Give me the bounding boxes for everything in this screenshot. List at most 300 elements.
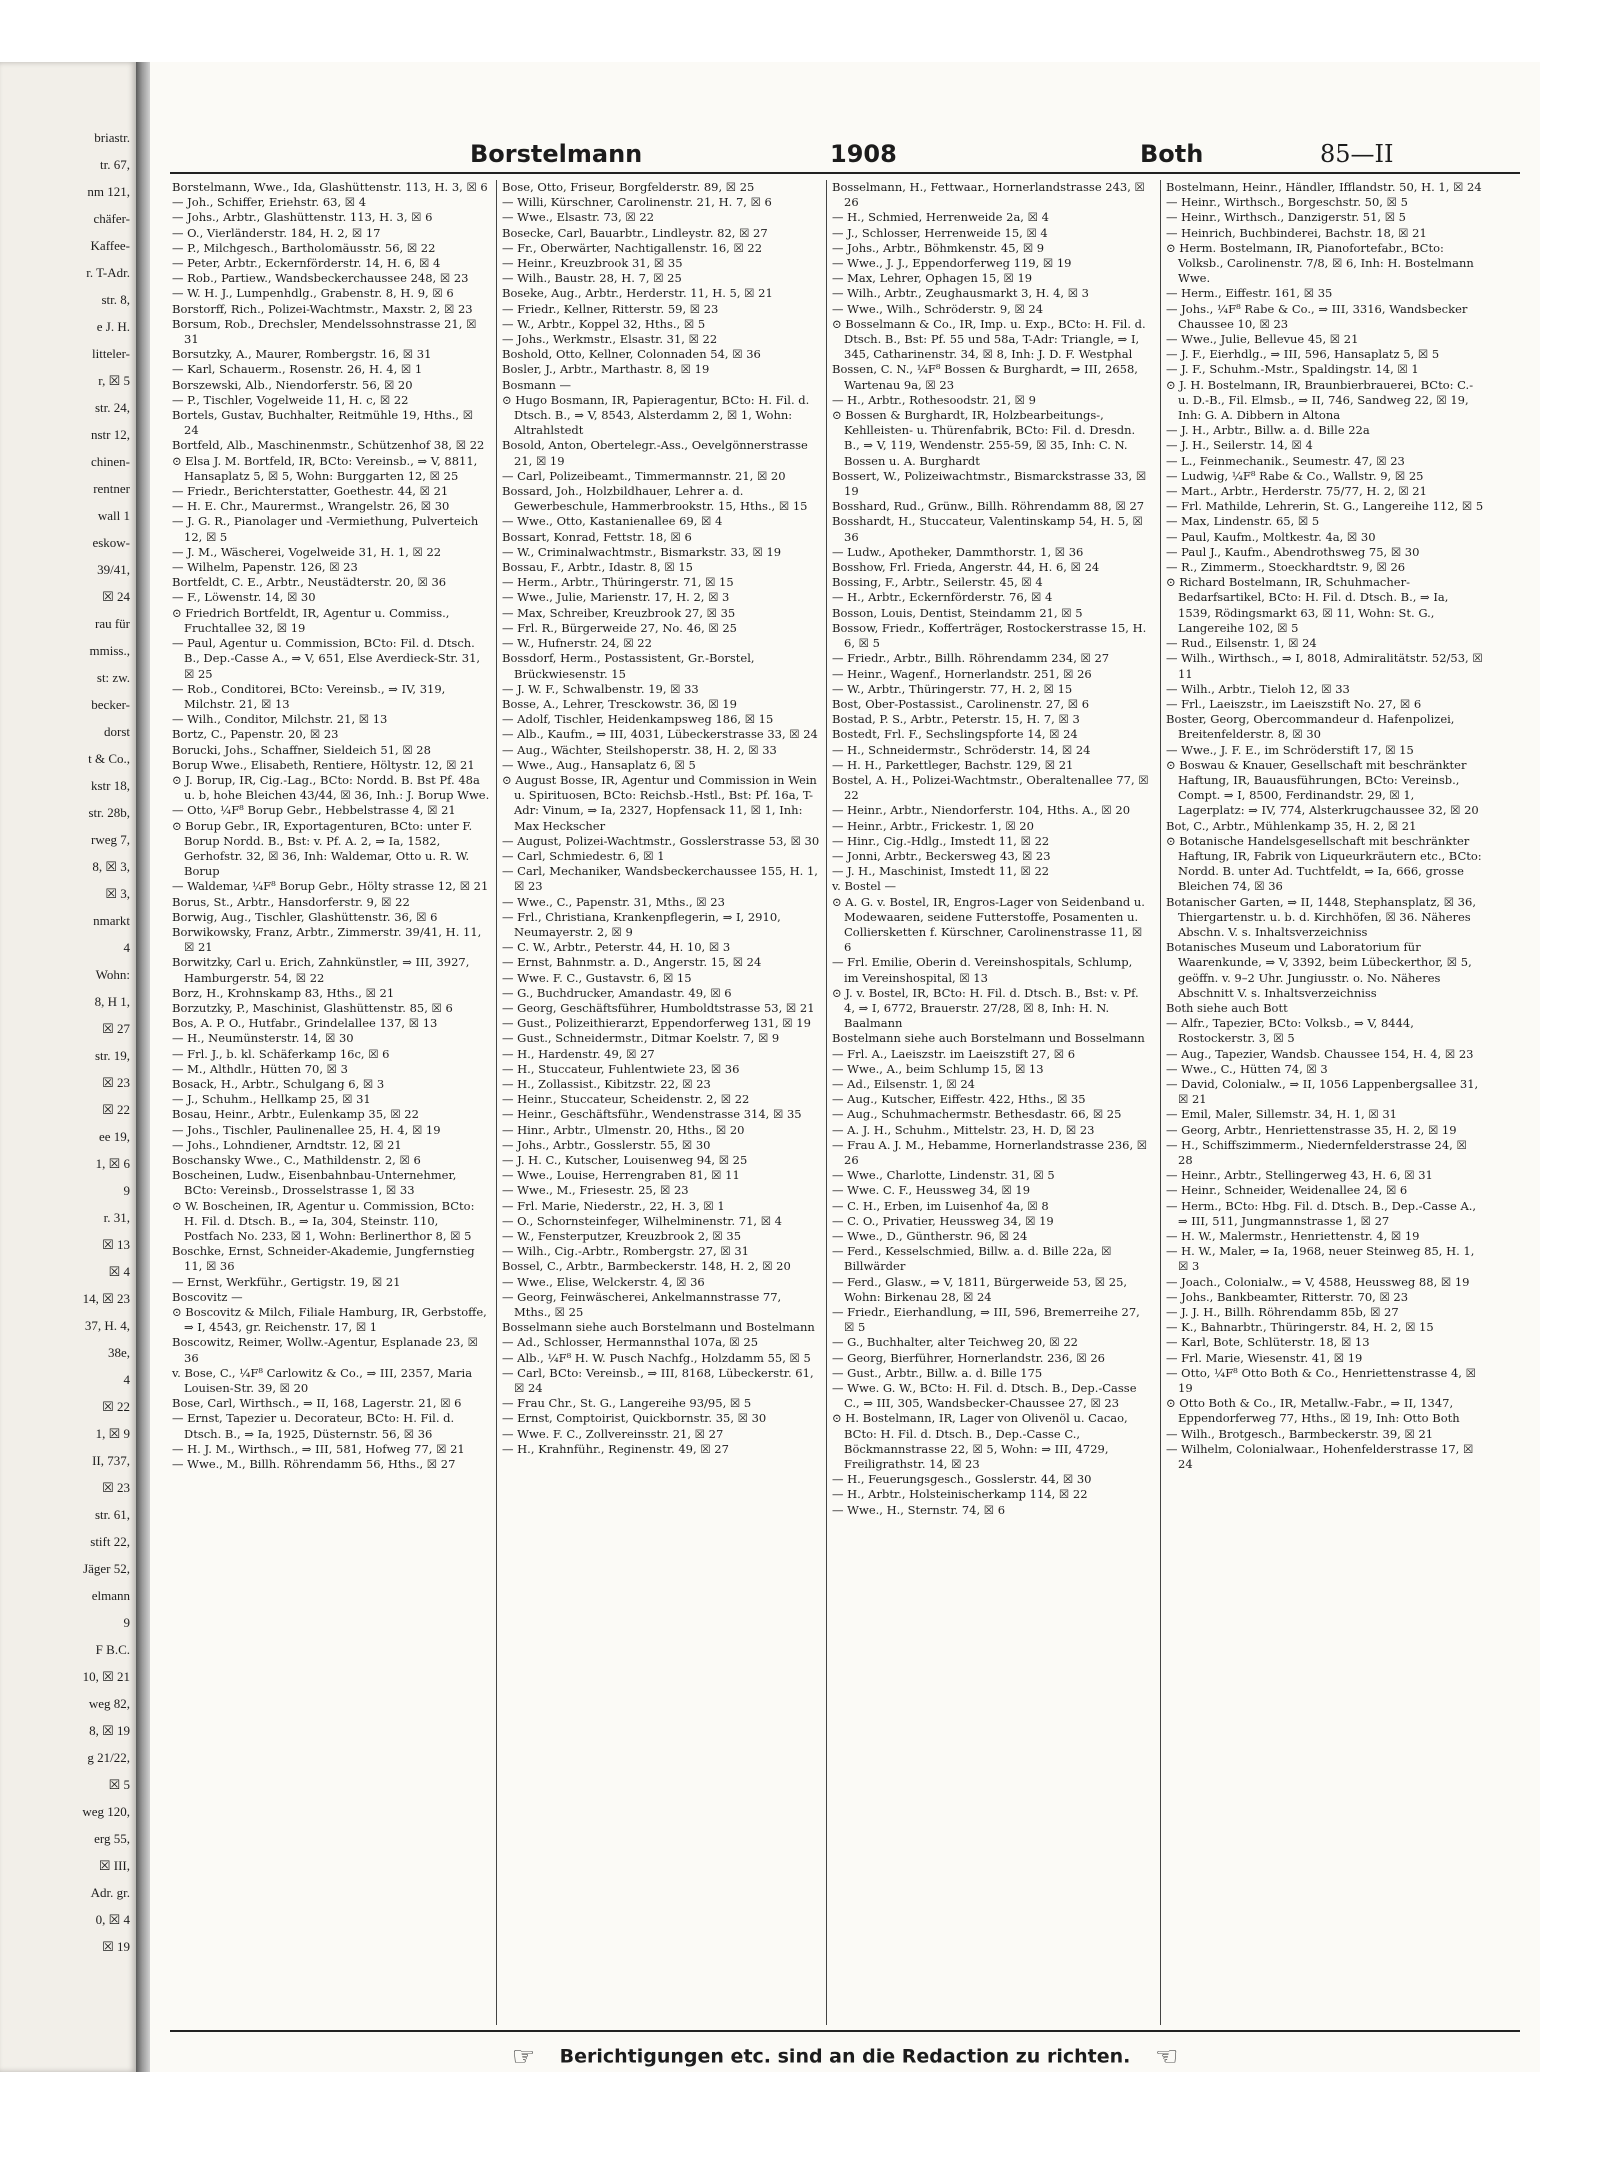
directory-entry: — Gust., Schneidermstr., Ditmar Koelstr. 7, ☒ 9 [502, 1031, 780, 1046]
previous-page-fragment: st: zw. [96, 670, 130, 685]
directory-entry: Boschansky Wwe., C., Mathildenstr. 2, ☒ 6 [172, 1153, 421, 1167]
header-first-entry: Borstelmann [470, 140, 643, 168]
directory-entry: — J. G. R., Pianolager und -Vermiethung, Pulverteich 12, ☒ 5 [172, 514, 479, 544]
directory-entry: Boseke, Aug., Arbtr., Herderstr. 11, H. 5, ☒ 21 [502, 286, 773, 301]
directory-entry: — Wwe., C., Hütten 74, ☒ 3 [1166, 1061, 1328, 1076]
previous-page-fragment: r, ☒ 5 [98, 373, 130, 388]
previous-page-fragment: str. 61, [94, 1507, 130, 1522]
directory-entry: — Paul, Kaufm., Moltkestr. 4a, ☒ 30 [1166, 529, 1376, 544]
directory-entry: Bossen, C. N., ¼F⁸ Bossen & Burghardt, ⇒ III, 2658, Wartenau 9a, ☒ 23 [832, 362, 1138, 392]
previous-page-fragment: 9 [123, 1615, 130, 1630]
previous-page-fragment: briastr. [94, 130, 130, 145]
directory-entry: — Paul, Agentur u. Commission, BCto: Fil. d. Dtsch. B., Dep.-Casse A., ⇒ V, 651, Else Averdieck-Str. 31, ☒ 25 [172, 636, 481, 681]
directory-entry: — Wilh., Brotgesch., Barmbeckerstr. 39, ☒ 21 [1166, 1426, 1434, 1441]
directory-entry: — Frl. A., Laeiszstr. im Laeiszstift 27, ☒ 6 [832, 1046, 1076, 1061]
directory-entry: Bos, A. P. O., Hutfabr., Grindelallee 137, ☒ 13 [172, 1016, 438, 1031]
directory-entry: — Heinr., Geschäftsführ., Wendenstrasse 314, ☒ 35 [502, 1107, 802, 1122]
directory-entry: Bossing, F., Arbtr., Seilerstr. 45, ☒ 4 [832, 575, 1043, 590]
directory-entry: — Wwe., Louise, Herrengraben 81, ☒ 11 [502, 1168, 740, 1183]
directory-entry: Boschke, Ernst, Schneider-Akademie, Jungfernstieg 11, ☒ 36 [172, 1244, 475, 1274]
previous-page-fragment: t & Co., [88, 751, 130, 766]
directory-entry: — Emil, Maler, Sillemstr. 34, H. 1, ☒ 31 [1166, 1107, 1397, 1122]
directory-entry: — Carl, Schmiedestr. 6, ☒ 1 [502, 848, 665, 863]
directory-entry: — Frau Chr., St. G., Langereihe 93/95, ☒ 5 [502, 1396, 752, 1411]
directory-entry: — H. E. Chr., Maurermst., Wrangelstr. 26, ☒ 30 [172, 499, 450, 514]
directory-entry: ⊙ Bossen & Burghardt, IR, Holzbearbeitungs-, Kehlleisten- u. Thürenfabrik, BCto: Fil. d. Dresdn. B., ⇒ V, 119, Wendenstr. 255-59, ☒ 35, Inh: C. N. Bossen u. A. Burghardt [832, 408, 1136, 468]
directory-entry: — J., Schuhm., Hellkamp 25, ☒ 31 [172, 1092, 371, 1107]
previous-page-fragment: weg 82, [88, 1696, 130, 1711]
directory-entry: — J. M., Wäscherei, Vogelweide 31, H. 1, ☒ 22 [172, 544, 442, 559]
previous-page-fragment: ☒ 22 [102, 1102, 130, 1117]
directory-entry: Borup Wwe., Elisabeth, Rentiere, Höltystr. 12, ☒ 21 [172, 757, 475, 772]
directory-entry: — H. W., Malermstr., Henriettenstr. 4, ☒ 19 [1166, 1229, 1420, 1244]
page-number: 85—II [1320, 140, 1394, 168]
directory-entry: — Jonni, Arbtr., Beckersweg 43, ☒ 23 [832, 848, 1051, 863]
directory-entry: — Rob., Conditorei, BCto: Vereinsb., ⇒ IV, 319, Milchstr. 21, ☒ 13 [172, 681, 446, 711]
previous-page-fragment: 10, ☒ 21 [82, 1669, 130, 1684]
directory-entry: — Georg, Geschäftsführer, Humboldtstrasse 53, ☒ 21 [502, 1000, 815, 1015]
directory-entry: — Heinr., Wirthsch., Borgeschstr. 50, ☒ 5 [1166, 195, 1408, 210]
directory-entry: — Heinrich, Buchbinderei, Bachstr. 18, ☒ 21 [1166, 225, 1427, 240]
directory-entry: v. Bose, C., ¼F⁸ Carlowitz & Co., ⇒ III, 2357, Maria Louisen-Str. 39, ☒ 20 [172, 1365, 473, 1396]
directory-entry: — H., Neumünsterstr. 14, ☒ 30 [172, 1031, 354, 1046]
directory-entry: — Frl., Christiana, Krankenpflegerin, ⇒ I, 2910, Neumayerstr. 2, ☒ 9 [502, 909, 781, 939]
directory-entry: — Wwe., M., Friesestr. 25, ☒ 23 [502, 1183, 689, 1198]
directory-entry: — Wilh., Conditor, Milchstr. 21, ☒ 13 [172, 712, 388, 727]
previous-page-fragment: chäfer- [93, 211, 130, 226]
directory-entry: Boscovitz — [172, 1289, 243, 1304]
previous-page-fragment: F B.C. [95, 1642, 130, 1657]
directory-entry: Bosse, A., Lehrer, Tresckowstr. 36, ☒ 19 [502, 696, 737, 711]
previous-page-fragment: g 21/22, [87, 1750, 130, 1765]
directory-entry: ⊙ Borup Gebr., IR, Exportagenturen, BCto: unter F. Borup Nordd. B., Bst: v. Pf. A. 2, ⇒ Ia, 1582, Gerhofstr. 32, ☒ 36, Inh: Waldemar, Otto u. R. W. Borup [172, 818, 473, 879]
directory-entry: Bosack, H., Arbtr., Schulgang 6, ☒ 3 [172, 1076, 385, 1091]
directory-entry: — Wwe. F. C., Zollvereinsstr. 21, ☒ 27 [502, 1426, 724, 1441]
directory-entry: — H., Zollassist., Kibitzstr. 22, ☒ 23 [502, 1076, 711, 1091]
directory-entry: — O., Schornsteinfeger, Wilhelminenstr. 71, ☒ 4 [502, 1213, 782, 1228]
directory-entry: Bosler, J., Arbtr., Marthastr. 8, ☒ 19 [502, 362, 710, 377]
previous-page-fragment: ☒ 3, [105, 886, 130, 901]
directory-entry: — Heinr., Arbtr., Niendorferstr. 104, Hths. A., ☒ 20 [832, 803, 1131, 818]
directory-entry: — H. H., Parkettleger, Bachstr. 129, ☒ 21 [832, 757, 1074, 772]
directory-entry: — J. W. F., Schwalbenstr. 19, ☒ 33 [502, 681, 699, 696]
previous-page-fragment: ☒ 23 [102, 1075, 130, 1090]
directory-entry: — J. F., Schuhm.-Mstr., Spaldingstr. 14, ☒ 1 [1166, 362, 1419, 377]
directory-entry: — J., Schlosser, Herrenweide 15, ☒ 4 [832, 225, 1048, 240]
directory-entry: — Wwe., Charlotte, Lindenstr. 31, ☒ 5 [832, 1168, 1055, 1183]
directory-entry: — Ferd., Glasw., ⇒ V, 1811, Bürgerweide 53, ☒ 25, Wohn: Birkenau 28, ☒ 24 [832, 1274, 1128, 1304]
previous-page-fragment: 14, ☒ 23 [82, 1291, 130, 1306]
directory-entry: — Wwe. F. C., Gustavstr. 6, ☒ 15 [502, 970, 692, 985]
directory-entry: — Herm., BCto: Hbg. Fil. d. Dtsch. B., Dep.-Casse A., ⇒ III, 511, Jungmannstrasse 1, ☒ 27 [1166, 1198, 1477, 1228]
directory-entry: — Waldemar, ¼F⁸ Borup Gebr., Hölty strasse 12, ☒ 21 [172, 879, 489, 894]
directory-entry: — Carl, Mechaniker, Wandsbeckerchaussee 155, H. 1, ☒ 23 [502, 864, 818, 894]
directory-entry: — Carl, Polizeibeamt., Timmermannstr. 21, ☒ 20 [502, 468, 786, 483]
directory-entry: Bossert, W., Polizeiwachtmstr., Bismarckstrasse 33, ☒ 19 [832, 468, 1147, 499]
directory-entry: — Frl. Emilie, Oberin d. Vereinshospitals, Schlump, im Vereinshospital, ☒ 13 [832, 955, 1133, 985]
directory-entry: Bosshard, Rud., Grünw., Billh. Röhrendamm 88, ☒ 27 [832, 499, 1145, 514]
directory-entry: — Frl. Marie, Niederstr., 22, H. 3, ☒ 1 [502, 1198, 725, 1213]
directory-entry: ⊙ W. Boscheinen, IR, Agentur u. Commission, BCto: H. Fil. d. Dtsch. B., ⇒ Ia, 304, Steinstr. 110, Postfach No. 233, ☒ 1, Wohn: Berlinerthor 8, ☒ 5 [172, 1198, 475, 1244]
directory-entry: — Ludwig, ¼F⁸ Rabe & Co., Wallstr. 9, ☒ 25 [1166, 468, 1424, 483]
directory-entry: ⊙ Herm. Bostelmann, IR, Pianofortefabr., BCto: Volksb., Carolinenstr. 7/8, ☒ 6, Inh: H. Bostelmann Wwe. [1166, 240, 1474, 286]
directory-entry: — Ferd., Kesselschmied, Billw. a. d. Bille 22a, ☒ Billwärder [832, 1244, 1112, 1274]
directory-entry: Bostelmann, Heinr., Händler, Ifflandstr. 50, H. 1, ☒ 24 [1166, 180, 1482, 194]
directory-entry: — Frl., Laeiszstr., im Laeiszstift No. 27, ☒ 6 [1166, 696, 1422, 711]
directory-entry: — Alb., Kaufm., ⇒ III, 4031, Lübeckerstrasse 33, ☒ 24 [502, 727, 818, 742]
directory-entry: — H., Hardenstr. 49, ☒ 27 [502, 1046, 655, 1061]
directory-entry: ⊙ Otto Both & Co., IR, Metallw.-Fabr., ⇒ II, 1347, Eppendorferweg 77, Hths., ☒ 19, Inh: Otto Both [1166, 1396, 1460, 1426]
directory-entry: ⊙ Boswau & Knauer, Gesellschaft mit beschränkter Haftung, IR, Bauausführungen, BCto: Vereinsb., Compt. ⇒ I, 8500, Ferdinandstr. 29, ☒ 1, Lagerplatz: ⇒ IV, 774, Alsterkrugchaussee 32, ☒ 20 [1166, 757, 1479, 818]
directory-entry: — H., Feuerungsgesch., Gosslerstr. 44, ☒ 30 [832, 1472, 1092, 1487]
directory-entry: — Wwe., Elise, Welckerstr. 4, ☒ 36 [502, 1274, 705, 1289]
directory-entry: — Wilhelm, Colonialwaar., Hohenfelderstrasse 17, ☒ 24 [1166, 1441, 1474, 1472]
directory-entry: Bost, Ober-Postassist., Carolinenstr. 27, ☒ 6 [832, 696, 1090, 711]
directory-entry: — Heinr., Wirthsch., Danzigerstr. 51, ☒ 5 [1166, 210, 1406, 225]
directory-entry: — Wwe., A., beim Schlump 15, ☒ 13 [832, 1061, 1044, 1076]
directory-entry: — H. J. M., Wirthsch., ⇒ III, 581, Hofweg 77, ☒ 21 [172, 1441, 465, 1456]
directory-entry: — David, Colonialw., ⇒ II, 1056 Lappenbergsallee 31, ☒ 21 [1166, 1076, 1479, 1107]
directory-entry: Boscheinen, Ludw., Eisenbahnbau-Unternehmer, BCto: Vereinsb., Drosselstrasse 1, ☒ 33 [172, 1168, 457, 1198]
previous-page-fragment: 8, H 1, [94, 994, 130, 1009]
previous-page-fragment: ☒ III, [98, 1858, 130, 1873]
directory-entry: Boscowitz, Reimer, Wollw.-Agentur, Esplanade 23, ☒ 36 [172, 1335, 478, 1365]
directory-entry: — Heinr., Schneider, Weidenallee 24, ☒ 6 [1166, 1183, 1408, 1198]
previous-page-fragment: erg 55, [94, 1831, 130, 1846]
directory-entry: Borsutzky, A., Maurer, Rombergstr. 16, ☒ 31 [172, 347, 432, 362]
previous-page-fragment: ee 19, [98, 1129, 130, 1144]
directory-entry: — C. W., Arbtr., Peterstr. 44, H. 10, ☒ 3 [502, 940, 731, 955]
previous-page-fragment: 39/41, [97, 562, 130, 577]
directory-entry: — Fr., Oberwärter, Nachtigallenstr. 16, ☒ 22 [502, 240, 763, 255]
directory-entry: — Ernst, Comptoirist, Quickbornstr. 35, ☒ 30 [502, 1411, 767, 1426]
directory-entry: ⊙ Richard Bostelmann, IR, Schuhmacher-Bedarfsartikel, BCto: H. Fil. d. Dtsch. B., ⇒ Ia, 1539, Rödingsmarkt 63, ☒ 11, Wohn: St. G., Langereihe 102, ☒ 5 [1166, 575, 1449, 635]
directory-entry: Bosold, Anton, Obertelegr.-Ass., Oevelgönnerstrasse 21, ☒ 19 [502, 438, 808, 468]
directory-entry: — Wilh., Baustr. 28, H. 7, ☒ 25 [502, 271, 682, 286]
previous-page-fragment: chinen- [91, 454, 130, 469]
directory-entry: — Friedr., Arbtr., Billh. Röhrendamm 234, ☒ 27 [832, 651, 1110, 666]
directory-entry: — Wwe., Julie, Marienstr. 17, H. 2, ☒ 3 [502, 590, 730, 605]
previous-page-fragment: ☒ 19 [102, 1939, 130, 1954]
previous-page-fragment: r. 31, [103, 1210, 130, 1225]
footer-rule [170, 2030, 1520, 2032]
footer-notice: Berichtigungen etc. sind an die Redaction zu richten. [559, 2045, 1131, 2068]
directory-entry: — Johs., Arbtr., Gosslerstr. 55, ☒ 30 [502, 1137, 711, 1152]
directory-entry: Borucki, Johs., Schaffner, Sieldeich 51, ☒ 28 [172, 742, 431, 757]
directory-entry: — H., Stuccateur, Fuhlentwiete 23, ☒ 36 [502, 1061, 740, 1076]
directory-entry: — Wilhelm, Papenstr. 126, ☒ 23 [172, 560, 358, 575]
column-divider [496, 180, 497, 2025]
directory-entry: — Frl. Mathilde, Lehrerin, St. G., Langereihe 112, ☒ 5 [1166, 499, 1484, 514]
directory-entry: Bostelmann siehe auch Borstelmann und Bosselmann [832, 1031, 1145, 1046]
previous-page-fragment: wall 1 [97, 508, 130, 523]
directory-entry: — Adolf, Tischler, Heidenkampsweg 186, ☒ 15 [502, 712, 774, 727]
directory-entry: — W., Arbtr., Koppel 32, Hths., ☒ 5 [502, 316, 706, 331]
column-divider [826, 180, 827, 2025]
directory-entry: — Willi, Kürschner, Carolinenstr. 21, H. 7, ☒ 6 [502, 195, 772, 210]
page-footer [150, 2042, 1540, 2072]
directory-entry: — P., Milchgesch., Bartholomäusstr. 56, ☒ 22 [172, 240, 436, 255]
directory-entry: — Georg, Bierführer, Hornerlandstr. 236, ☒ 26 [832, 1350, 1105, 1365]
directory-entry: — Max, Lindenstr. 65, ☒ 5 [1166, 514, 1320, 529]
header-last-entry: Both [1140, 140, 1204, 168]
previous-page-fragment: ☒ 24 [102, 589, 130, 604]
directory-entry: Borwikowsky, Franz, Arbtr., Zimmerstr. 39/41, H. 11, ☒ 21 [172, 924, 482, 955]
directory-entry: — Peter, Arbtr., Eckernförderstr. 14, H. 6, ☒ 4 [172, 256, 441, 271]
previous-page-fragment: stift 22, [90, 1534, 130, 1549]
directory-entry: Borus, St., Arbtr., Hansdorferstr. 9, ☒ 22 [172, 894, 410, 909]
directory-entry: — Wwe., C., Papenstr. 31, Mths., ☒ 23 [502, 894, 725, 909]
previous-page-fragment: kstr 18, [91, 778, 130, 793]
previous-page-fragment: 4 [123, 1372, 130, 1387]
directory-entry: Bosson, Louis, Dentist, Steindamm 21, ☒ 5 [832, 605, 1083, 620]
directory-entry: Bose, Carl, Wirthsch., ⇒ II, 168, Lagerstr. 21, ☒ 6 [172, 1396, 462, 1411]
directory-entry: — H., Arbtr., Eckernförderstr. 76, ☒ 4 [832, 590, 1053, 605]
previous-page-fragment: II, 737, [92, 1453, 130, 1468]
previous-page-fragment: rentner [93, 481, 130, 496]
directory-entry: — K., Bahnarbtr., Thüringerstr. 84, H. 2, ☒ 15 [1166, 1320, 1434, 1335]
previous-page-fragment: str. 24, [94, 400, 130, 415]
directory-entry: — Joh., Schiffer, Eriehstr. 63, ☒ 4 [172, 195, 367, 210]
directory-entry: — Wwe., H., Sternstr. 74, ☒ 6 [832, 1502, 1006, 1517]
directory-entry: ⊙ Hugo Bosmann, IR, Papieragentur, BCto: H. Fil. d. Dtsch. B., ⇒ V, 8543, Alsterdamm 2, ☒ 1, Wohn: Altrahlstedt [502, 392, 810, 438]
directory-entry: — H., Schneidermstr., Schröderstr. 14, ☒ 24 [832, 742, 1091, 757]
directory-entry: — Wwe., Otto, Kastanienallee 69, ☒ 4 [502, 514, 723, 529]
directory-entry: — Aug., Kutscher, Eiffestr. 422, Hths., ☒ 35 [832, 1092, 1086, 1107]
directory-entry: — Alfr., Tapezier, BCto: Volksb., ⇒ V, 8444, Rostockerstr. 3, ☒ 5 [1166, 1016, 1414, 1046]
directory-entry: — Georg, Arbtr., Henriettenstrasse 35, H. 2, ☒ 19 [1166, 1122, 1457, 1137]
previous-page-fragment: dorst [104, 724, 130, 739]
previous-page-fragment: Kaffee- [90, 238, 130, 253]
directory-entry: — Wwe., J. F. E., im Schröderstift 17, ☒ 15 [1166, 742, 1414, 757]
directory-entry: Bose, Otto, Friseur, Borgfelderstr. 89, ☒ 25 [502, 180, 755, 194]
directory-entry: — R., Zimmerm., Stoeckhardtstr. 9, ☒ 26 [1166, 560, 1406, 575]
directory-entry: Boshold, Otto, Kellner, Colonnaden 54, ☒ 36 [502, 347, 761, 362]
previous-page-fragment: 4 [123, 940, 130, 955]
header-rule [170, 172, 1520, 174]
directory-entry: Bostedt, Frl. F., Sechslingspforte 14, ☒ 24 [832, 727, 1078, 742]
previous-page-fragment: tr. 67, [100, 157, 130, 172]
previous-page-fragment: str. 8, [101, 292, 130, 307]
directory-entry: Bosmann — [502, 377, 572, 392]
directory-entry: — Aug., Tapezier, Wandsb. Chaussee 154, H. 4, ☒ 23 [1166, 1046, 1474, 1061]
column-4 [1166, 180, 1484, 2025]
directory-entry: — Ludw., Apotheker, Dammthorstr. 1, ☒ 36 [832, 544, 1084, 559]
directory-entry: Bossdorf, Herm., Postassistent, Gr.-Borstel, Brückwiesenstr. 15 [502, 651, 755, 681]
directory-entry: — Heinr., Kreuzbrook 31, ☒ 35 [502, 256, 683, 271]
previous-page-fragment: str. 19, [94, 1048, 130, 1063]
directory-entry: Both siehe auch Bott [1166, 1000, 1288, 1015]
previous-page-fragment: nstr 12, [91, 427, 130, 442]
directory-entry: — H., Schiffszimmerm., Niedernfelderstrasse 24, ☒ 28 [1166, 1137, 1467, 1167]
previous-page-fragment: nm 121, [87, 184, 130, 199]
previous-page-fragment: r. T-Adr. [86, 265, 130, 280]
directory-entry: — Aug., Wächter, Steilshoperstr. 38, H. 2, ☒ 33 [502, 742, 777, 757]
directory-entry: — Max, Schreiber, Kreuzbrook 27, ☒ 35 [502, 605, 736, 620]
previous-page-fragment: Jäger 52, [83, 1561, 130, 1576]
directory-entry: — Herm., Arbtr., Thüringerstr. 71, ☒ 15 [502, 575, 734, 590]
directory-entry: ⊙ Elsa J. M. Bortfeld, IR, BCto: Vereinsb., ⇒ V, 8811, Hansaplatz 5, ☒ 5, Wohn: Burggarten 12, ☒ 25 [172, 453, 478, 483]
directory-entry: Bosshardt, H., Stuccateur, Valentinskamp 54, H. 5, ☒ 36 [832, 514, 1143, 544]
directory-entry: — August, Polizei-Wachtmstr., Gosslerstrasse 53, ☒ 30 [502, 833, 820, 848]
directory-entry: Bossel, C., Arbtr., Barmbeckerstr. 148, H. 2, ☒ 20 [502, 1259, 791, 1274]
directory-entry: — Wilh., Wirthsch., ⇒ I, 8018, Admiralitätstr. 52/53, ☒ 11 [1166, 651, 1483, 681]
directory-entry: — Aug., Schuhmachermstr. Bethesdastr. 66, ☒ 25 [832, 1107, 1122, 1122]
directory-entry: — Carl, BCto: Vereinsb., ⇒ III, 8168, Lübeckerstr. 61, ☒ 24 [502, 1365, 814, 1396]
directory-entry: — J. H., Maschinist, Imstedt 11, ☒ 22 [832, 864, 1050, 879]
directory-entry: — Ernst, Tapezier u. Decorateur, BCto: H. Fil. d. Dtsch. B., ⇒ Ia, 1925, Düsternstr. 56, ☒ 36 [172, 1411, 455, 1441]
directory-entry: — H., Krahnführ., Reginenstr. 49, ☒ 27 [502, 1441, 729, 1456]
directory-entry: — Paul J., Kaufm., Abendrothsweg 75, ☒ 30 [1166, 544, 1420, 559]
directory-entry: — Joach., Colonialw., ⇒ V, 4588, Heussweg 88, ☒ 19 [1166, 1274, 1470, 1289]
directory-entry: — J. H. C., Kutscher, Louisenweg 94, ☒ 25 [502, 1153, 748, 1167]
directory-entry: Borstelmann, Wwe., Ida, Glashüttenstr. 113, H. 3, ☒ 6 [172, 180, 488, 194]
previous-page-fragment: elmann [91, 1588, 130, 1603]
directory-entry: — Karl, Schauerm., Rosenstr. 26, H. 4, ☒ 1 [172, 362, 423, 377]
directory-entry: Bosau, Heinr., Arbtr., Eulenkamp 35, ☒ 22 [172, 1107, 419, 1122]
previous-page-fragment: 0, ☒ 4 [95, 1912, 130, 1927]
directory-entry: — Otto, ¼F⁸ Borup Gebr., Hebbelstrasse 4, ☒ 21 [172, 803, 456, 818]
previous-page-fragment: nmarkt [93, 913, 130, 928]
previous-page-fragment: ☒ 5 [108, 1777, 130, 1792]
directory-entry: — J. F., Eierhdlg., ⇒ III, 596, Hansaplatz 5, ☒ 5 [1166, 347, 1440, 362]
directory-entry: — Alb., ¼F⁸ H. W. Pusch Nachfg., Holzdamm 55, ☒ 5 [502, 1350, 811, 1365]
directory-entry: — Heinr., Arbtr., Frickestr. 1, ☒ 20 [832, 818, 1034, 833]
directory-entry: Bortfeldt, C. E., Arbtr., Neustädterstr. 20, ☒ 36 [172, 575, 447, 590]
directory-entry: v. Bostel — [832, 879, 896, 894]
directory-entry: — W., Arbtr., Thüringerstr. 77, H. 2, ☒ 15 [832, 681, 1073, 696]
directory-entry: — Georg, Feinwäscherei, Ankelmannstrasse 77, Mths., ☒ 25 [502, 1289, 782, 1320]
directory-entry: — Frl. R., Bürgerweide 27, No. 46, ☒ 25 [502, 620, 737, 635]
directory-entry: — Ad., Schlosser, Hermannsthal 107a, ☒ 25 [502, 1335, 759, 1350]
directory-entry: Bossard, Joh., Holzbildhauer, Lehrer a. d. Gewerbeschule, Hammerbrookstr. 15, Hths., ☒ 15 [502, 484, 808, 514]
directory-entry: — G., Buchhalter, alter Teichweg 20, ☒ 22 [832, 1335, 1078, 1350]
directory-entry: — Wwe., D., Güntherstr. 96, ☒ 24 [832, 1229, 1028, 1244]
directory-entry: ⊙ Boscovitz & Milch, Filiale Hamburg, IR, Gerbstoffe, ⇒ I, 4543, gr. Reichenstr. 17, ☒ 1 [172, 1305, 487, 1335]
directory-entry: ⊙ Botanische Handelsgesellschaft mit beschränkter Haftung, IR, Fabrik von Liqueurkräutern etc., BCto: Nordd. B. unter Ad. Tuchtfeldt, ⇒ Ia, 666, grosse Bleichen 74, ☒ 36 [1166, 833, 1482, 894]
directory-entry: Bosshow, Frl. Frieda, Angerstr. 44, H. 6, ☒ 24 [832, 560, 1100, 575]
previous-page-fragment: ☒ 13 [102, 1237, 130, 1252]
directory-entry: Botanisches Museum und Laboratorium für Waarenkunde, ⇒ V, 3392, beim Lübeckerthor, ☒ 5, geöffn. v. 9–2 Uhr. Jungiusstr. o. No. Näheres Abschnitt V. s. Inhaltsverzeichniss [1166, 940, 1472, 1000]
directory-entry: — Frl. J., b. kl. Schäferkamp 16c, ☒ 6 [172, 1046, 390, 1061]
directory-entry: — J. J. H., Billh. Röhrendamm 85b, ☒ 27 [1166, 1305, 1399, 1320]
previous-page-fragment: 1, ☒ 6 [95, 1156, 130, 1171]
directory-entry: — H., Arbtr., Rothesoodstr. 21, ☒ 9 [832, 392, 1036, 407]
directory-entry: — Gust., Polizeithierarzt, Eppendorferweg 131, ☒ 19 [502, 1016, 811, 1031]
directory-entry: Bostad, P. S., Arbtr., Peterstr. 15, H. 7, ☒ 3 [832, 712, 1080, 727]
directory-entry: — O., Vierländerstr. 184, H. 2, ☒ 17 [172, 225, 381, 240]
directory-entry: — Wwe., Elsastr. 73, ☒ 22 [502, 210, 655, 225]
previous-page-fragment: rau für [94, 616, 130, 631]
previous-page-fragment: 9 [123, 1183, 130, 1198]
previous-page-fragment: ☒ 23 [102, 1480, 130, 1495]
directory-entry: — Wilh., Arbtr., Zeughausmarkt 3, H. 4, ☒ 3 [832, 286, 1090, 301]
directory-entry: Borz, H., Krohnskamp 83, Hths., ☒ 21 [172, 985, 395, 1000]
directory-entry: Bosecke, Carl, Bauarbtr., Lindleystr. 82, ☒ 27 [502, 225, 768, 240]
directory-entry: — J. H., Seilerstr. 14, ☒ 4 [1166, 438, 1313, 453]
book-gutter [136, 62, 150, 2072]
previous-page-fragment: mmiss., [89, 643, 130, 658]
directory-entry: — Hinr., Arbtr., Ulmenstr. 20, Hths., ☒ 20 [502, 1122, 745, 1137]
previous-page-fragment: 8, ☒ 19 [89, 1723, 130, 1738]
previous-page-fragment: 38e, [107, 1345, 130, 1360]
directory-entry: — A. J. H., Schuhm., Mittelstr. 23, H. D, ☒ 23 [832, 1122, 1095, 1137]
directory-entry: — Friedr., Berichterstatter, Goethestr. 44, ☒ 21 [172, 484, 449, 499]
directory-entry: Bostel, A. H., Polizei-Wachtmstr., Oberaltenallee 77, ☒ 22 [832, 772, 1149, 803]
directory-entry: Boster, Georg, Obercommandeur d. Hafenpolizei, Breitenfelderstr. 8, ☒ 30 [1166, 712, 1455, 742]
directory-entry: — P., Tischler, Vogelweide 11, H. c, ☒ 22 [172, 392, 409, 407]
previous-page-fragment: Adr. gr. [90, 1885, 130, 1900]
directory-entry: — W. H. J., Lumpenhdlg., Grabenstr. 8, H. 9, ☒ 6 [172, 286, 454, 301]
header-year: 1908 [830, 140, 897, 168]
pointing-hand-right-icon: ☞ [511, 2042, 536, 2072]
directory-entry: — Friedr., Eierhandlung, ⇒ III, 596, Bremerreihe 27, ☒ 5 [832, 1305, 1140, 1335]
directory-entry: — Hinr., Cig.-Hdlg., Imstedt 11, ☒ 22 [832, 833, 1050, 848]
previous-page-fragment: 8, ☒ 3, [92, 859, 130, 874]
column-1 [172, 180, 490, 2025]
directory-entry: — Wwe. C. F., Heussweg 34, ☒ 19 [832, 1183, 1031, 1198]
previous-page-fragment: becker- [91, 697, 130, 712]
directory-entry: — W., Criminalwachtmstr., Bismarkstr. 33, ☒ 19 [502, 544, 782, 559]
directory-entry: — W., Hufnerstr. 24, ☒ 22 [502, 636, 652, 651]
directory-entry: — H. W., Maler, ⇒ Ia, 1968, neuer Steinweg 85, H. 1, ☒ 3 [1166, 1244, 1475, 1274]
previous-page-fragment: litteler- [92, 346, 130, 361]
directory-entry: — Wwe., Wilh., Schröderstr. 9, ☒ 24 [832, 301, 1044, 316]
directory-entry: — L., Feinmechanik., Seumestr. 47, ☒ 23 [1166, 453, 1405, 468]
directory-entry: Borwitzky, Carl u. Erich, Zahnkünstler, ⇒ III, 3927, Hamburgerstr. 54, ☒ 22 [172, 955, 470, 985]
directory-entry: Borzutzky, P., Maschinist, Glashüttenstr. 85, ☒ 6 [172, 1000, 453, 1015]
directory-entry: — Ernst, Bahnmstr. a. D., Angerstr. 15, ☒ 24 [502, 955, 762, 970]
directory-entry: Botanischer Garten, ⇒ II, 1448, Stephansplatz, ☒ 36, Thiergartenstr. u. b. d. Kirchhöfen, ☒ 36. Näheres Abschn. V. s. Inhaltsverzeichniss [1166, 894, 1476, 939]
previous-page-fragment: 37, H. 4, [84, 1318, 130, 1333]
column-2 [502, 180, 820, 2025]
directory-entry: — W., Fensterputzer, Kreuzbrook 2, ☒ 35 [502, 1229, 742, 1244]
directory-entry: — Johs., ¼F⁸ Rabe & Co., ⇒ III, 3316, Wandsbecker Chaussee 10, ☒ 23 [1166, 301, 1468, 331]
directory-entry: — Wwe., M., Billh. Röhrendamm 56, Hths., ☒ 27 [172, 1457, 456, 1472]
directory-entry: — Ernst, Werkführ., Gertigstr. 19, ☒ 21 [172, 1274, 401, 1289]
directory-entry: Bortfeld, Alb., Maschinenmstr., Schützenhof 38, ☒ 22 [172, 438, 485, 453]
previous-page-fragment: rweg 7, [91, 832, 130, 847]
directory-entry: — Wilh., Cig.-Arbtr., Rombergstr. 27, ☒ 31 [502, 1244, 749, 1259]
previous-page-fragment: ☒ 27 [102, 1021, 130, 1036]
directory-entry: ⊙ J. v. Bostel, IR, BCto: H. Fil. d. Dtsch. B., Bst: v. Pf. 4, ⇒ I, 6772, Brauerstr. 27/28, ☒ 8, Inh: H. N. Baalmann [832, 985, 1139, 1031]
directory-entry: Bosselmann, H., Fettwaar., Hornerlandstrasse 243, ☒ 26 [832, 180, 1145, 210]
directory-entry: Bortz, C., Papenstr. 20, ☒ 23 [172, 727, 339, 742]
directory-entry: — Wilh., Arbtr., Tieloh 12, ☒ 33 [1166, 681, 1350, 696]
directory-entry: — Karl, Bote, Schlüterstr. 18, ☒ 13 [1166, 1335, 1370, 1350]
directory-entry: Borstorff, Rich., Polizei-Wachtmstr., Maxstr. 2, ☒ 23 [172, 301, 473, 316]
directory-entry: — Rob., Partiew., Wandsbeckerchaussee 248, ☒ 23 [172, 271, 469, 286]
previous-page-fragment: eskow- [92, 535, 130, 550]
directory-entry: — Johs., Arbtr., Böhmkenstr. 45, ☒ 9 [832, 240, 1045, 255]
directory-entry: ⊙ August Bosse, IR, Agentur und Commission in Wein u. Spirituosen, BCto: Reichsb.-Hstl., Bst: Pf. 16a, T-Adr: Vinum, ⇒ Ia, 2327, Hopfensack 11, ☒ 1, Inh: Max Heckscher [502, 772, 817, 833]
previous-page-fragment: str. 28b, [88, 805, 130, 820]
directory-entry: — H., Arbtr., Holsteinischerkamp 114, ☒ 22 [832, 1487, 1088, 1502]
directory-entry: — Wwe., J. J., Eppendorferweg 119, ☒ 19 [832, 256, 1072, 271]
directory-entry: — Wwe., Aug., Hansaplatz 6, ☒ 5 [502, 757, 696, 772]
directory-entry: — Otto, ¼F⁸ Otto Both & Co., Henriettenstrasse 4, ☒ 19 [1166, 1365, 1476, 1396]
directory-entry: — Frl. Marie, Wiesenstr. 41, ☒ 19 [1166, 1350, 1363, 1365]
previous-page-fragment: 1, ☒ 9 [95, 1426, 130, 1441]
directory-entry: — Max, Lehrer, Ophagen 15, ☒ 19 [832, 271, 1033, 286]
directory-entry: Borsum, Rob., Drechsler, Mendelssohnstrasse 21, ☒ 31 [172, 316, 477, 347]
directory-entry: — J. H., Arbtr., Billw. a. d. Bille 22a [1166, 423, 1370, 438]
directory-entry: Bosselmann siehe auch Borstelmann und Bostelmann [502, 1320, 815, 1335]
directory-entry: Bot, C., Arbtr., Mühlenkamp 35, H. 2, ☒ 21 [1166, 818, 1417, 833]
directory-entry: ⊙ A. G. v. Bostel, IR, Engros-Lager von Seidenband u. Modewaaren, seidene Futterstoffe, Posamenten u. Colliersketten f. Kürschner, Carolinenstrasse 11, ☒ 6 [832, 894, 1145, 955]
directory-entry: — Friedr., Kellner, Ritterstr. 59, ☒ 23 [502, 301, 719, 316]
page-header [150, 134, 1540, 174]
